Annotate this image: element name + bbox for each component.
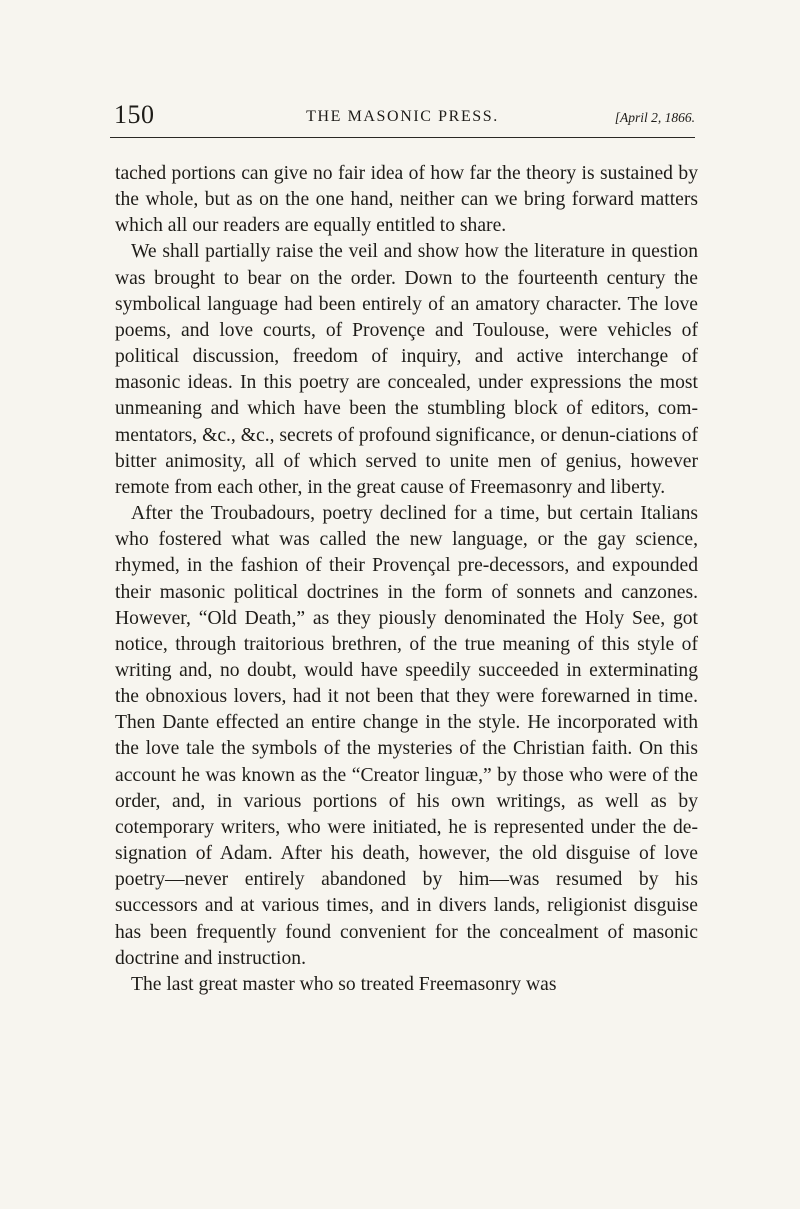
paragraph-symbolical-language: We shall partially raise the veil and show how the literature in question was brought to bear on the order. Down to the fourteenth century the symbolical language had been entirely of an amatory character. The love poems, and love courts, of Provençe and Toulouse, were vehicles of political discussion, freedom of inquiry, and active interchange of masonic ideas. In this poetry are concealed, under expressions the most unmeaning and which have been the stumbling block of editors, com-mentators, &c., &c., secrets of profound significance, or denun-ciations of bitter animosity, all of which served to unite men of genius, however remote from each other, in the great cause of Freemasonry and liberty. <box>115 241 698 498</box>
article-body <box>115 161 698 998</box>
issue-date: [April 2, 1866. <box>614 110 695 125</box>
page-number: 150 <box>114 100 155 129</box>
running-title: THE MASONIC PRESS. <box>306 108 499 125</box>
paragraph-continuation: tached portions can give no fair idea of how far the theory is sustained by the whole, but as on the one hand, neither can we bring forward matters which all our readers are equally entitled to share. <box>115 163 698 237</box>
header-rule <box>110 137 695 138</box>
paragraph-last-master: The last great master who so treated Freemasonry was <box>131 973 557 995</box>
paragraph-troubadours-dante: After the Troubadours, poetry declined for a time, but certain Italians who fostered what was called the new language, or the gay science, rhymed, in the fashion of their Provençal pre-decessors, and expounded their masonic political doctrines in the form of sonnets and canzones. However, “Old Death,” as they piously denominated the Holy See, got notice, through traitorious brethren, of the true meaning of this style of writing and, no doubt, would have speedily succeeded in exterminating the obnoxious lovers, had it not been that they were forewarned in time. Then Dante effected an entire change in the style. He incorporated with the love tale the symbols of the mysteries of the Christian faith. On this account he was known as the “Creator linguæ,” by those who were of the order, and, in various portions of his own writings, as well as by cotemporary writers, who were initiated, he is represented under the de-signation of Adam. After his death, however, the old disguise of love poetry—never entirely abandoned by him—was resumed by his successors and at various times, and in divers lands, religionist disguise has been frequently found convenient for the concealment of masonic doctrine and instruction. <box>115 503 698 969</box>
page-header <box>110 100 695 130</box>
